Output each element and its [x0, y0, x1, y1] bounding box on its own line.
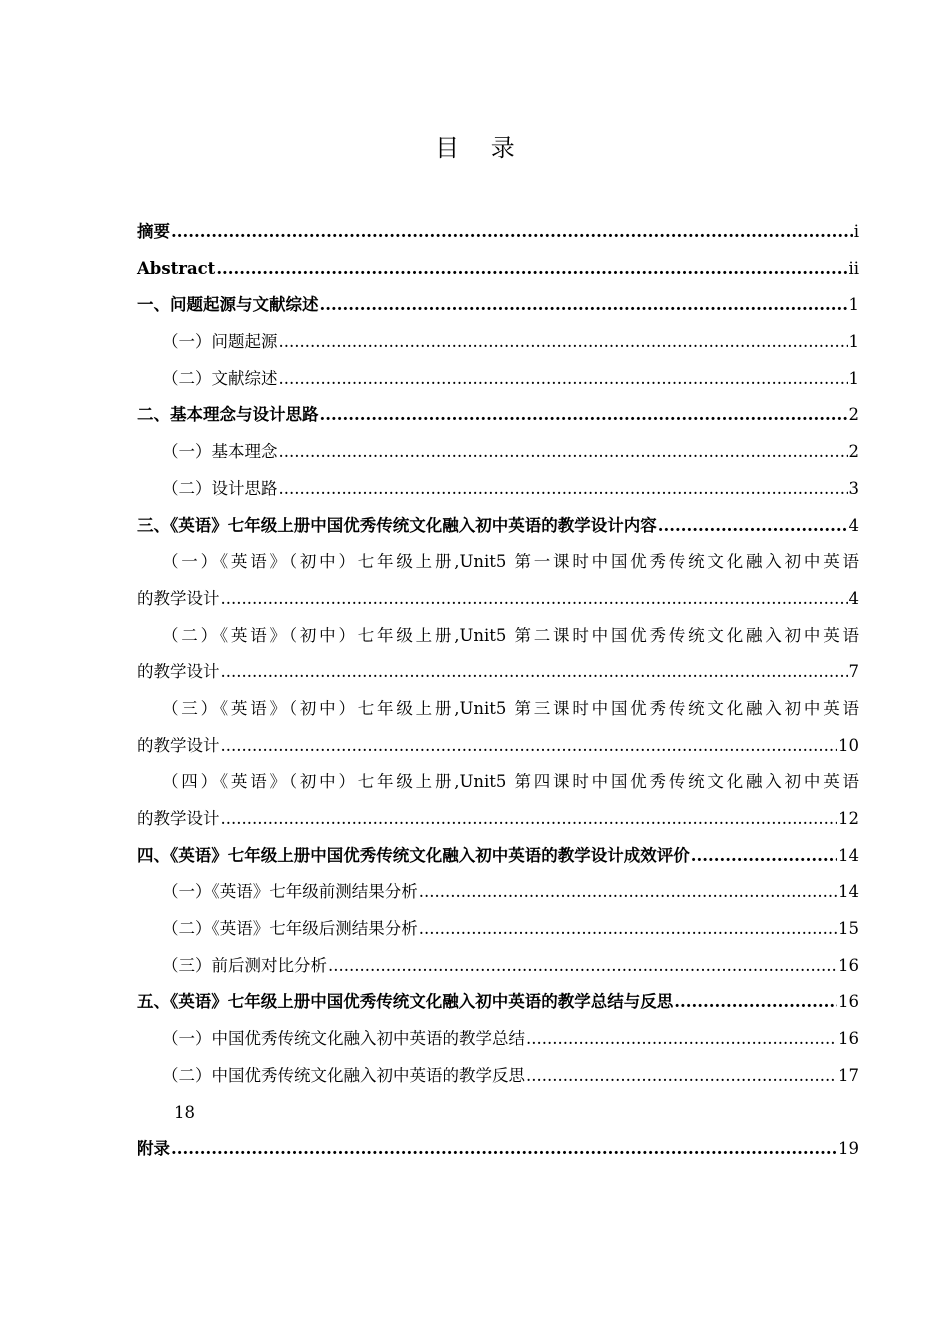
toc-entry-label: Abstract: [137, 258, 216, 278]
toc-entry-chapter-2[interactable]: [137, 397, 859, 434]
dot-leader: [171, 214, 853, 251]
toc-entry-label: （二）文献综述: [162, 368, 278, 388]
dot-leader: [691, 838, 837, 875]
toc-entry-chapter-3[interactable]: [137, 508, 859, 545]
table-of-contents: [137, 214, 859, 1168]
toc-page-number: 12: [838, 809, 859, 828]
dot-leader: [279, 471, 848, 508]
dot-leader: [419, 874, 837, 911]
toc-entry-label: （一）中国优秀传统文化融入初中英语的教学总结: [162, 1029, 525, 1049]
toc-entry-chapter-1[interactable]: [137, 287, 859, 324]
toc-title: 目 录: [435, 134, 527, 162]
toc-entry-section-2-1[interactable]: [137, 434, 859, 471]
dot-leader: [216, 251, 847, 288]
toc-page-number: 2: [848, 442, 859, 462]
toc-entry-section-3-3[interactable]: [137, 728, 859, 765]
orphan-page-number: 18: [174, 1102, 195, 1122]
toc-entry-label: 的教学设计: [137, 809, 220, 828]
dot-leader: [320, 397, 848, 434]
toc-entry-label: 四、《英语》七年级上册中国优秀传统文化融入初中英语的教学设计成效评价: [137, 845, 690, 865]
dot-leader: [221, 801, 838, 838]
toc-page-number: i: [853, 222, 859, 241]
toc-entry-label: （一）基本理念: [162, 442, 278, 462]
toc-page-number: 10: [838, 735, 859, 755]
dot-leader: [419, 911, 837, 948]
dot-leader: [328, 948, 837, 985]
toc-entry-label: （二）《英语》七年级后测结果分析: [162, 919, 418, 939]
toc-entry-abstract-en[interactable]: [137, 251, 859, 288]
dot-leader: [674, 984, 837, 1021]
dot-leader: [658, 508, 848, 545]
toc-entry-label: （一）问题起源: [162, 332, 278, 352]
toc-page-number: 1: [848, 332, 859, 352]
toc-entry-label: 三、《英语》七年级上册中国优秀传统文化融入初中英语的教学设计内容: [137, 515, 657, 535]
dot-leader: [221, 654, 848, 691]
toc-entry-section-2-2[interactable]: [137, 471, 859, 508]
toc-entry-section-3-4-line1[interactable]: （四）《英语》（初中）七年级上册,Unit5 第四课时中国优秀传统文化融入初中英语: [162, 772, 859, 792]
toc-entry-section-3-2[interactable]: [137, 654, 859, 691]
toc-entry-section-3-4[interactable]: [137, 801, 859, 838]
toc-entry-section-4-3[interactable]: [137, 948, 859, 985]
toc-entry-section-1-1[interactable]: [137, 324, 859, 361]
dot-leader: [221, 728, 838, 765]
toc-entry-label: （二）设计思路: [162, 478, 278, 498]
toc-page-number: 2: [848, 405, 859, 425]
toc-page-number: 17: [838, 1065, 859, 1085]
toc-page-number: 3: [848, 478, 859, 498]
toc-entry-section-5-1[interactable]: [137, 1021, 859, 1058]
toc-entry-label: 的教学设计: [137, 588, 220, 608]
dot-leader: [526, 1021, 837, 1058]
toc-entry-section-5-2[interactable]: [137, 1058, 859, 1095]
dot-leader: [279, 361, 848, 398]
toc-page-number: 1: [848, 295, 859, 315]
toc-entry-section-3-1-line1[interactable]: （一）《英语》（初中）七年级上册,Unit5 第一课时中国优秀传统文化融入初中英语: [162, 552, 859, 572]
toc-page-number: 4: [848, 515, 859, 535]
toc-page-number: 4: [848, 588, 859, 608]
toc-page-number: 14: [838, 845, 859, 865]
toc-page-number: 14: [838, 882, 859, 902]
dot-leader: [221, 581, 848, 618]
toc-entry-label: 二、基本理念与设计思路: [137, 405, 319, 425]
toc-entry-chapter-5[interactable]: [137, 984, 859, 1021]
dot-leader: [320, 287, 848, 324]
toc-page-number: 7: [848, 662, 859, 682]
toc-entry-label: 五、《英语》七年级上册中国优秀传统文化融入初中英语的教学总结与反思: [137, 992, 674, 1012]
toc-entry-section-4-2[interactable]: [137, 911, 859, 948]
toc-entry-label: （一）《英语》七年级前测结果分析: [162, 882, 418, 902]
toc-page-number: 15: [838, 919, 859, 939]
toc-page-number: 16: [838, 992, 859, 1012]
dot-leader: [171, 1131, 837, 1168]
toc-entry-label: 附录: [137, 1139, 170, 1159]
toc-page-number: 19: [838, 1139, 859, 1159]
dot-leader: [279, 434, 848, 471]
toc-page-number: ii: [848, 258, 859, 278]
toc-entry-label: 一、问题起源与文献综述: [137, 295, 319, 315]
dot-leader: [526, 1058, 837, 1095]
dot-leader: [279, 324, 848, 361]
toc-entry-label: （三）前后测对比分析: [162, 955, 327, 975]
toc-entry-section-3-1[interactable]: [137, 581, 859, 618]
toc-entry-label: （二）中国优秀传统文化融入初中英语的教学反思: [162, 1065, 525, 1085]
toc-page-number: 16: [838, 955, 859, 975]
toc-entry-label: 摘要: [137, 222, 170, 241]
toc-entry-label: 的教学设计: [137, 662, 220, 682]
toc-entry-section-3-2-line1[interactable]: （二）《英语》（初中）七年级上册,Unit5 第二课时中国优秀传统文化融入初中英语: [162, 625, 859, 645]
toc-entry-chapter-4[interactable]: [137, 838, 859, 875]
toc-entry-section-4-1[interactable]: [137, 874, 859, 911]
toc-entry-section-3-3-line1[interactable]: （三）《英语》（初中）七年级上册,Unit5 第三课时中国优秀传统文化融入初中英语: [162, 698, 859, 718]
toc-entry-abstract-cn[interactable]: [137, 214, 859, 251]
toc-entry-section-1-2[interactable]: [137, 361, 859, 398]
toc-entry-label: 的教学设计: [137, 735, 220, 755]
toc-entry-appendix[interactable]: [137, 1131, 859, 1168]
toc-page-number: 1: [848, 368, 859, 388]
toc-page-number: 16: [838, 1029, 859, 1049]
